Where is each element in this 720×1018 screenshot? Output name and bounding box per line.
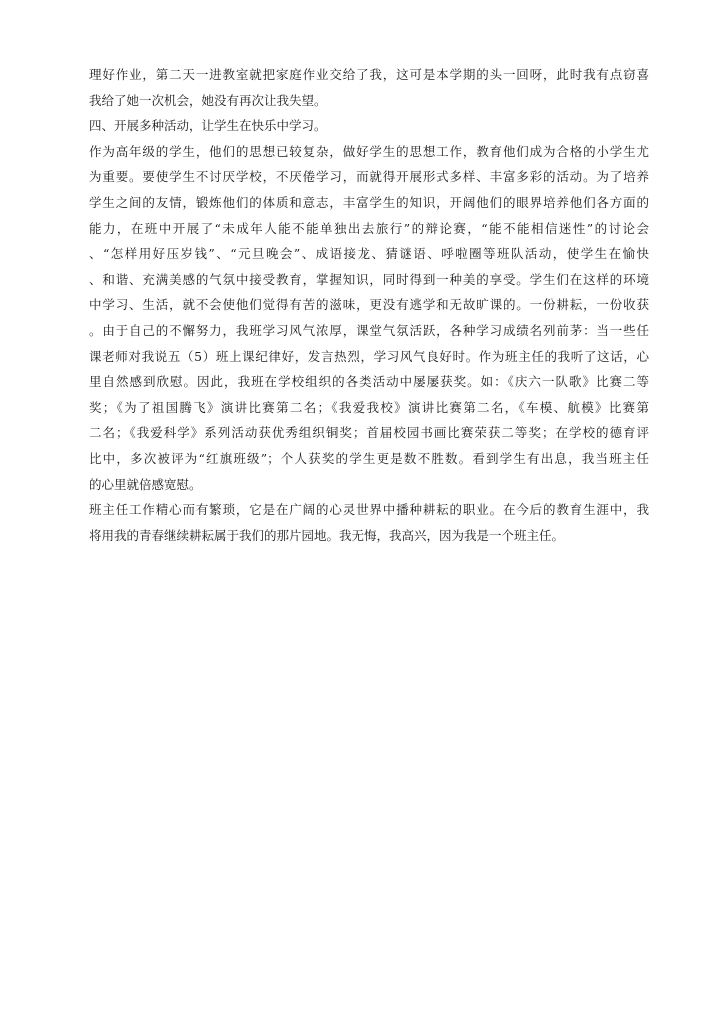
document-body-text (89, 62, 649, 548)
text-line: 我给了她一次机会，她没有再次让我失望。 (89, 92, 327, 108)
text-line: 作为高年级的学生，他们的思想已较复杂，做好学生的思想工作，教育他们成为合格的小学生尤 (89, 143, 649, 159)
text-line: 的心里就倍感宽慰。 (89, 476, 202, 492)
text-line: 二名；《我爱科学》系列活动获优秀组织铜奖；首届校园书画比赛荣获二等奖；在学校的德育评 (89, 425, 649, 441)
text-line: 将用我的青春继续耕耘属于我们的那片园地。我无悔，我高兴，因为我是一个班主任。 (89, 527, 565, 543)
text-line: 里自然感到欣慰。因此，我班在学校组织的各类活动中屡屡获奖。如：《庆六一队歌》比赛二等 (89, 374, 649, 390)
text-line: 课老师对我说五（5）班上课纪律好，发言热烈，学习风气良好时。作为班主任的我听了这话，心 (89, 348, 649, 364)
text-line: 学生之间的友情，锻炼他们的体质和意志，丰富学生的知识，开阔他们的眼界培养他们各方面的 (89, 194, 649, 210)
text-line: 中学习、生活，就不会使他们觉得有苦的滋味，更没有逃学和无故旷课的。一份耕耘，一份收获 (89, 297, 649, 313)
text-line: 奖；《为了祖国腾飞》演讲比赛第二名；《我爱我校》演讲比赛第二名，《车模、航模》比赛第 (89, 399, 649, 415)
text-line: 。由于自己的不懈努力，我班学习风气浓厚，课堂气氛活跃，各种学习成绩名列前茅：当一些任 (89, 322, 649, 338)
text-line: 四、开展多种活动，让学生在快乐中学习。 (89, 118, 327, 134)
text-line: 比中，多次被评为“红旗班级”；个人获奖的学生更是数不胜数。看到学生有出息，我当班主任 (89, 450, 649, 466)
text-line: 能力，在班中开展了“未成年人能不能单独出去旅行”的辩论赛，“能不能相信迷性”的讨论会 (89, 220, 649, 236)
text-line: 理好作业，第二天一进教室就把家庭作业交给了我，这可是本学期的头一回呀，此时我有点窃喜 (89, 67, 649, 82)
text-line: 、和谐、充满美感的气氛中接受教育，掌握知识，同时得到一种美的享受。学生们在这样的环境 (89, 271, 649, 287)
text-line: 、“怎样用好压岁钱”、“元旦晚会”、成语接龙、猜谜语、呼啦圈等班队活动，使学生在愉快 (89, 246, 649, 262)
text-line: 班主任工作精心而有繁琐，它是在广阔的心灵世界中播种耕耘的职业。在今后的教育生涯中，我 (89, 502, 649, 518)
text-line: 为重要。要使学生不讨厌学校，不厌倦学习，而就得开展形式多样、丰富多彩的活动。为了培养 (89, 169, 649, 185)
